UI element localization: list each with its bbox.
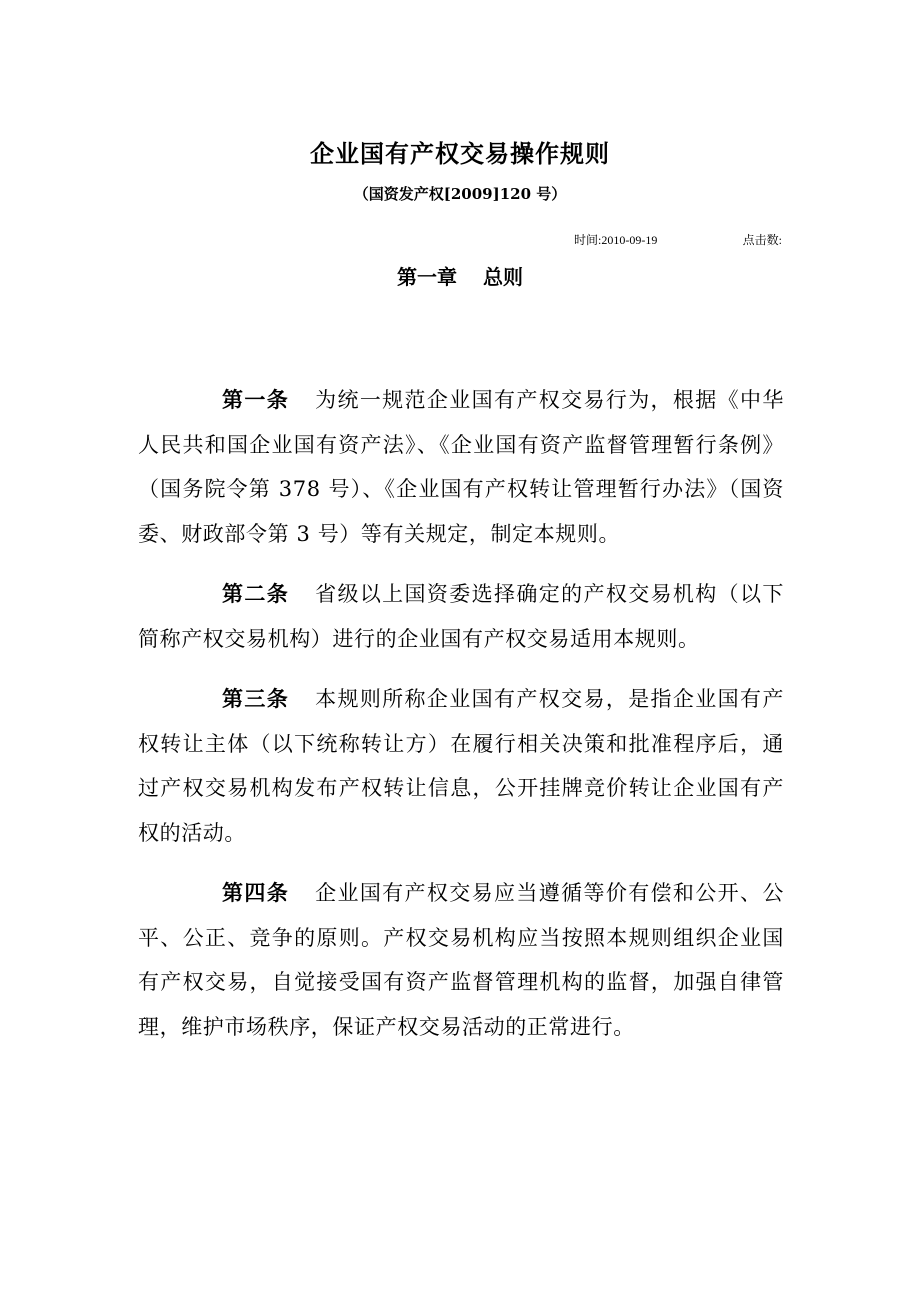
document-title: 企业国有产权交易操作规则 — [310, 139, 610, 168]
click-count: 点击数: — [742, 233, 782, 247]
article-text: 省级以上国资委选择确定的产权交易机构（以下简称产权交易机构）进行的企业国有产权交易适用本规则。 — [138, 582, 784, 651]
chapter-name: 总则 — [483, 265, 523, 289]
article-2 — [138, 572, 784, 661]
document-number: （国资发产权[2009]120 号） — [353, 185, 567, 203]
article-label: 第二条 — [222, 581, 290, 606]
chapter-number: 第一章 — [397, 265, 457, 289]
article-3 — [138, 677, 784, 855]
article-text: 本规则所称企业国有产权交易，是指企业国有产权转让主体（以下统称转让方）在履行相关决策和批准程序后，通过产权交易机构发布产权转让信息，公开挂牌竞价转让企业国有产权的活动。 — [138, 687, 784, 845]
article-list — [138, 378, 784, 1065]
article-1 — [138, 378, 784, 556]
article-text: 企业国有产权交易应当遵循等价有偿和公开、公平、公正、竞争的原则。产权交易机构应当按照本规则组织企业国有产权交易，自觉接受国有资产监督管理机构的监督，加强自律管理，维护市场秩序，保证产权交易活动的正常进行。 — [138, 881, 784, 1039]
article-label: 第四条 — [222, 880, 290, 905]
article-label: 第三条 — [222, 686, 290, 711]
article-label: 第一条 — [222, 387, 290, 412]
chapter-heading — [0, 262, 920, 292]
article-4 — [138, 871, 784, 1049]
article-text: 为统一规范企业国有产权交易行为，根据《中华人民共和国企业国有资产法》、《企业国有资产监督管理暂行条例》（国务院令第 378 号）、《企业国有产权转让管理暂行办法》（国资委、财政部令第 3 号）等有关规定，制定本规则。 — [138, 388, 784, 546]
publish-time: 时间:2010-09-19 — [574, 233, 658, 247]
